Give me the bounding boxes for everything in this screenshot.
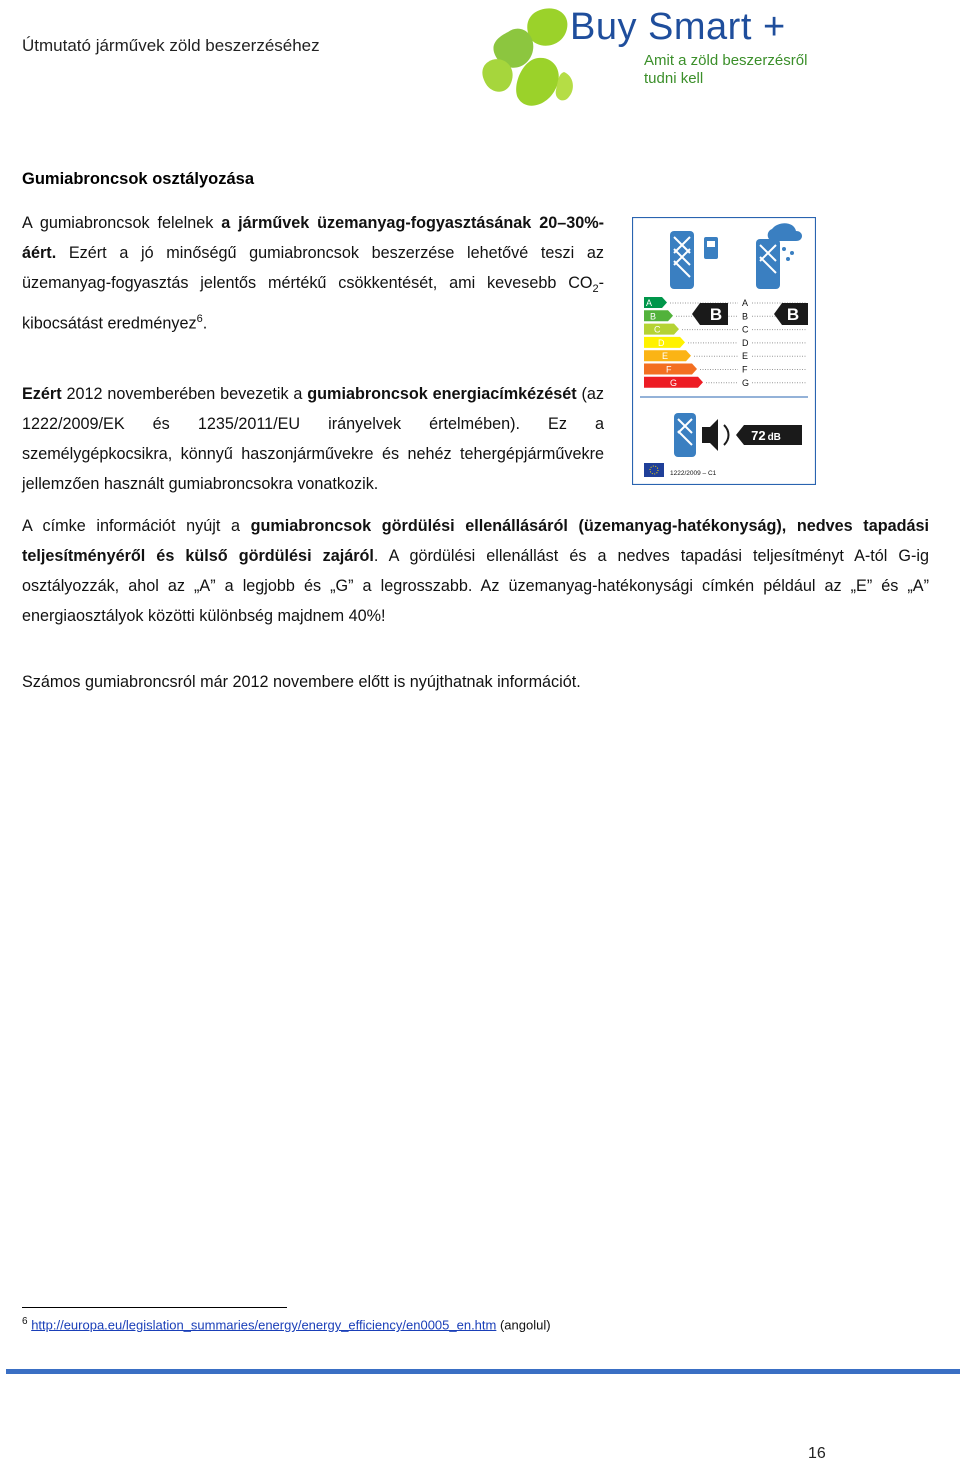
eu-tyre-label-image <box>632 217 816 485</box>
fuel-class-letter-c: C <box>654 324 661 335</box>
paragraph-availability: Számos gumiabroncsról már 2012 novembere előtt is nyújthatnak információt. <box>22 673 581 691</box>
footnote-separator <box>22 1307 287 1308</box>
footnote-link[interactable]: http://europa.eu/legislation_summaries/energy/energy_efficiency/en0005_en.htm <box>31 1317 497 1333</box>
eu-flag-icon <box>644 463 664 477</box>
co2-subscript: 2 <box>592 283 599 296</box>
footer-rule <box>6 1369 960 1374</box>
section-title: Gumiabroncsok osztályozása <box>22 170 254 188</box>
footnote <box>22 1316 551 1332</box>
svg-text:B: B <box>786 305 800 324</box>
fuel-class-letter-b: B <box>650 311 657 322</box>
brand-tagline-line1: Amit a zöld beszerzésről <box>644 52 808 69</box>
wet-class-letter-b: B <box>742 311 749 322</box>
footnote-number: 6 <box>22 1316 28 1327</box>
wet-class-letter-f: F <box>742 364 748 375</box>
wet-class-letter-d: D <box>742 337 749 348</box>
paragraph-energy-label: Ezért 2012 novemberében bevezetik a gumiabroncsok energiacímkézését (az 1222/2009/EK és 1235/2011/EU irányelvek értelmében). Ez a személygépkocsikra, könnyű haszonjárművekre és nehéz tehergépjárművekre jellemzően használt gumiabroncsokra vonatkozik. <box>22 385 604 493</box>
wet-class-letter-g: G <box>742 377 750 388</box>
paragraph-label-information: A címke információt nyújt a gumiabroncsok gördülési ellenállásáról (üzemanyag-hatékonyság), nedves tapadási teljesítményéről és külső gördülési zajáról. A gördülési ellenállást és a nedves tapadási teljesítményt A-tól G-ig osztályozzák, ahol az „A” a legjobb és „G” a legrosszabb. Az üzemanyag-hatékonysági címkén például az „E” és „A” energiaosztályok közötti különbség majdnem 40%! <box>22 517 929 625</box>
buy-smart-logo <box>478 2 838 114</box>
fuel-class-letter-d: D <box>658 337 665 348</box>
fuel-class-letter-f: F <box>666 364 672 375</box>
page-number: 16 <box>808 1445 826 1462</box>
footnote-suffix: (angolul) <box>496 1317 551 1333</box>
fuel-class-bar-d <box>644 337 685 348</box>
document-header-title: Útmutató járművek zöld beszerzéséhez <box>22 36 320 55</box>
paragraph-fuel-consumption: A gumiabroncsok felelnek a járművek üzemanyag-fogyasztásának 20–30%-áért. Ezért a jó minőségű gumiabroncsok beszerzése lehetővé teszi az üzemanyag-fogyasztás jelentős mértékű csökkentését, ami kevesebb $CO_2$-kibocsátást eredményez$^6$. <box>22 214 604 333</box>
svg-text:72dB: 72 dB <box>751 428 781 443</box>
footnote-reference: 6 <box>196 313 203 326</box>
wet-class-letter-c: C <box>742 324 749 335</box>
fuel-class-letter-a: A <box>646 298 653 308</box>
fuel-class-bar-c <box>644 324 679 335</box>
leaf-logo-icon <box>478 2 578 114</box>
brand-name: Buy Smart + <box>570 6 786 48</box>
fuel-class-letter-e: E <box>662 351 669 362</box>
wet-class-letter-a: A <box>742 298 749 308</box>
fuel-class-letter-g: G <box>670 377 678 388</box>
svg-text:B: B <box>709 305 723 324</box>
svg-text:1222/2009 – C1: 1222/2009 – C1 <box>670 470 717 477</box>
noise-value-indicator <box>736 425 802 445</box>
brand-tagline-line2: tudni kell <box>644 70 704 87</box>
wet-class-letter-e: E <box>742 351 749 362</box>
fuel-class-bar-b <box>644 310 673 321</box>
